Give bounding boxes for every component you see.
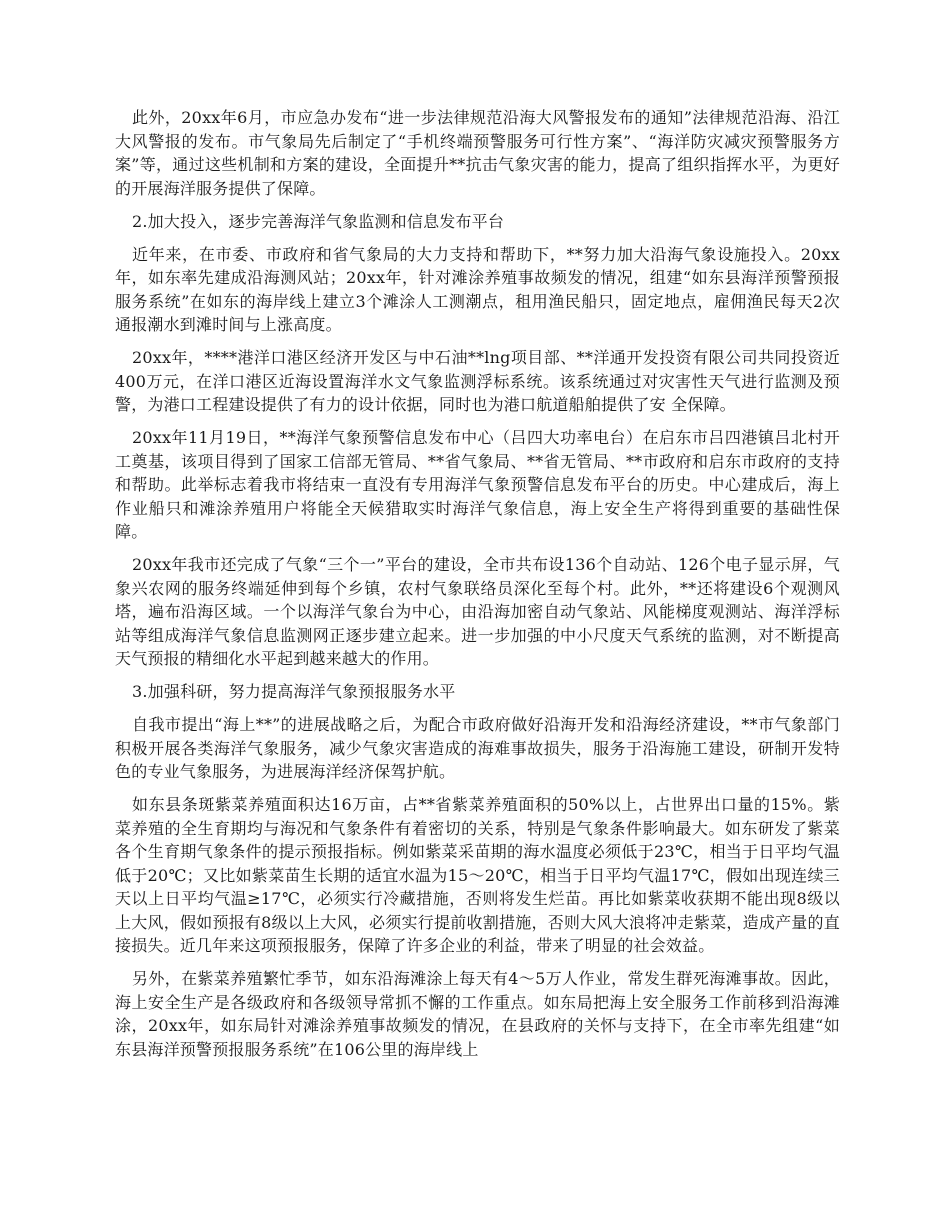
section-heading-research: 3.加强科研，努力提高海洋气象预报服务水平 [132, 682, 456, 701]
paragraph-buoy-system: 20xx年，****港洋口港区经济开发区与中石油**lng项目部、**洋通开发投资有限公司共同投资近400万元，在洋口港区近海设置海洋水文气象监测浮标系统。该系统通过对灾害性天气进行监测及预警，为港口工程建设提供了有力的设计依据，同时也为港口航道船舶提供了安 全保障。 [115, 348, 840, 414]
paragraph-safety: 另外，在紫菜养殖繁忙季节，如东沿海滩涂上每天有4～5万人作业，常发生群死海滩事故。因此，海上安全生产是各级政府和各级领导常抓不懈的工作重点。如东局把海上安全服务工作前移到沿海滩涂，20xx年，如东局针对滩涂养殖事故频发的情况，在县政府的关怀与支持下，在全市率先组建“如东县海洋预警预报服务系统”在106公里的海岸线上 [115, 969, 840, 1059]
paragraph-warning-center: 20xx年11月19日，**海洋气象预警信息发布中心（吕四大功率电台）在启东市吕四港镇吕北村开工奠基，该项目得到了国家工信部无管局、**省气象局、**省无管局、**市政府和启东市政府的支持和帮助。此举标志着我市将结束一直没有专用海洋气象预警信息发布平台的历史。中心建成后，海上作业船只和滩涂养殖用户将能全天候猎取实时海洋气象信息，海上安全生产将得到重要的基础性保障。 [115, 428, 840, 541]
document-body [115, 106, 840, 1071]
paragraph-measures: 此外，20xx年6月，市应急办发布“进一步法律规范沿海大风警报发布的通知”法律规范沿海、沿江大风警报的发布。市气象局先后制定了“手机终端预警服务可行性方案”、“海洋防灾减灾预警服务方案”等，通过这些机制和方案的建设，全面提升**抗击气象灾害的能力，提高了组织指挥水平，为更好的开展海洋服务提供了保障。 [115, 108, 840, 198]
section-heading-investment: 2.加大投入，逐步完善海洋气象监测和信息发布平台 [132, 211, 505, 231]
paragraph-platform: 20xx年我市还完成了气象“三个一”平台的建设，全市共布设136个自动站、126个电子显示屏，气象兴农网的服务终端延伸到每个乡镇，农村气象联络员深化至每个村。此外，**还将建设6个观测风塔，遍布沿海区域。一个以海洋气象台为中心，由沿海加密自动气象站、风能梯度观测站、海洋浮标站等组成海洋气象信息监测网正逐步建立起来。进一步加强的中小尺度天气系统的监测，对不断提高天气预报的精细化水平起到越来越大的作用。 [115, 555, 840, 668]
paragraph-strategy: 自我市提出“海上**”的进展战略之后，为配合市政府做好沿海开发和沿海经济建设，**市气象部门积极开展各类海洋气象服务，减少气象灾害造成的海难事故损失，服务于沿海施工建设，研制开发特色的专业气象服务，为进展海洋经济保驾护航。 [115, 715, 840, 781]
paragraph-facilities: 近年来，在市委、市政府和省气象局的大力支持和帮助下，**努力加大沿海气象设施投入。20xx年，如东率先建成沿海测风站；20xx年，针对滩涂养殖事故频发的情况，组建“如东县海洋预警预报服务系统”在如东的海岸线上建立3个滩涂人工测潮点，租用渔民船只，固定地点，雇佣渔民每天2次通报潮水到滩时间与上涨高度。 [115, 244, 840, 334]
paragraph-seaweed: 如东县条斑紫菜养殖面积达16万亩，占**省紫菜养殖面积的50%以上，占世界出口量的15%。紫菜养殖的全生育期均与海况和气象条件有着密切的关系，特别是气象条件影响最大。如东研发了紫菜各个生育期气象条件的提示预报指标。例如紫菜采苗期的海水温度必须低于23℃，相当于日平均气温低于20℃；又比如紫菜苗生长期的适宜水温为15～20℃，相当于日平均气温17℃，假如出现连续三天以上日平均气温≥17℃，必须实行冷藏措施，否则将发生烂苗。再比如紫菜收获期不能出现8级以上大风，假如预报有8级以上大风，必须实行提前收割措施，否则大风大浪将冲走紫菜，造成产量的直接损失。近几年来这项预报服务，保障了许多企业的利益，带来了明显的社会效益。 [115, 795, 840, 955]
